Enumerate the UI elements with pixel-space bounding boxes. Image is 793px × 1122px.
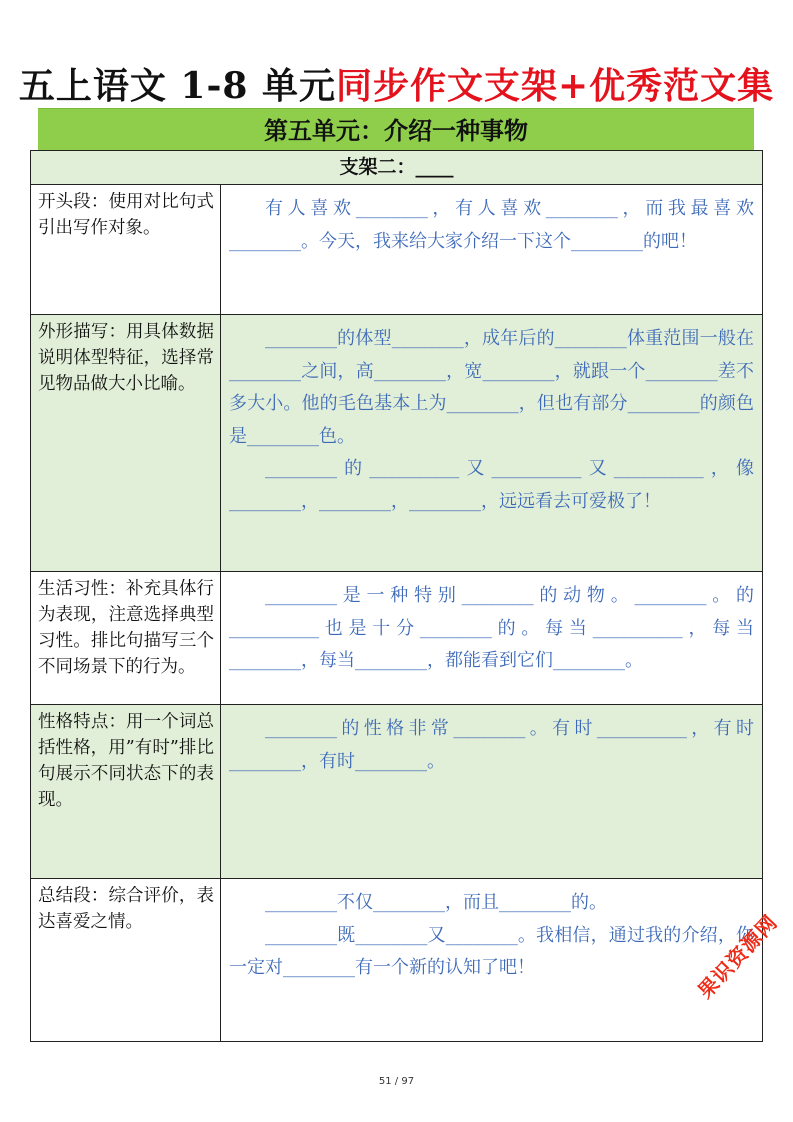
page-number: 51 / 97 xyxy=(378,1076,415,1087)
table-row xyxy=(31,705,763,879)
content-paragraph: ________既________又________。我相信，通过我的介绍，你一定对________有一个新的认知了吧！ xyxy=(229,924,754,978)
row-label-personality: 性格特点：用一个词总括性格，用”有时”排比句展示不同状态下的表现。 xyxy=(31,705,221,879)
watermark-stamp: 果识资源网 xyxy=(692,909,783,1004)
row-content-appearance xyxy=(221,315,763,572)
row-label-habits: 生活习性：补充具体行为表现，注意选择典型习性。排比句描写三个不同场景下的行为。 xyxy=(31,572,221,705)
table-row xyxy=(31,879,763,1042)
table-row xyxy=(31,185,763,315)
table-row xyxy=(31,315,763,572)
title-highlight: 同步作文支架+优秀范文集 xyxy=(335,65,775,107)
content-paragraph: ________的__________又__________又__________，像________，________，________，远远看去可爱极了！ xyxy=(229,458,754,512)
content-paragraph: ________是一种特别________的动物。________。的__________也是十分________的。每当__________，每当________，每当________，都能看到它们________。 xyxy=(229,585,754,671)
page-title xyxy=(0,58,793,109)
title-prefix: 五上语文 1-8 单元 xyxy=(18,65,336,107)
scaffold-table xyxy=(30,150,763,1042)
row-content-habits xyxy=(221,572,763,705)
row-content-opening xyxy=(221,185,763,315)
content-paragraph: ________的性格非常________。有时__________，有时________，有时________。 xyxy=(229,718,754,772)
unit-title-bar: 第五单元：介绍一种事物 xyxy=(38,108,754,152)
row-label-conclusion: 总结段：综合评价，表达喜爱之情。 xyxy=(31,879,221,1042)
scaffold-header: 支架二：____ xyxy=(31,151,763,185)
row-content-personality xyxy=(221,705,763,879)
table-row xyxy=(31,572,763,705)
row-label-opening: 开头段：使用对比句式引出写作对象。 xyxy=(31,185,221,315)
content-paragraph: ________不仅________，而且________的。 xyxy=(265,892,607,913)
row-content-conclusion xyxy=(221,879,763,1042)
content-paragraph: 有人喜欢________，有人喜欢________，而我最喜欢________。今天，我来给大家介绍一下这个________的吧！ xyxy=(229,198,754,252)
content-paragraph: ________的体型________，成年后的________体重范围一般在________之间，高________，宽________，就跟一个________差不多大小。他的毛色基本上为________，但也有部分________的颜色是________色。 xyxy=(229,328,754,447)
row-label-appearance: 外形描写：用具体数据说明体型特征，选择常见物品做大小比喻。 xyxy=(31,315,221,572)
